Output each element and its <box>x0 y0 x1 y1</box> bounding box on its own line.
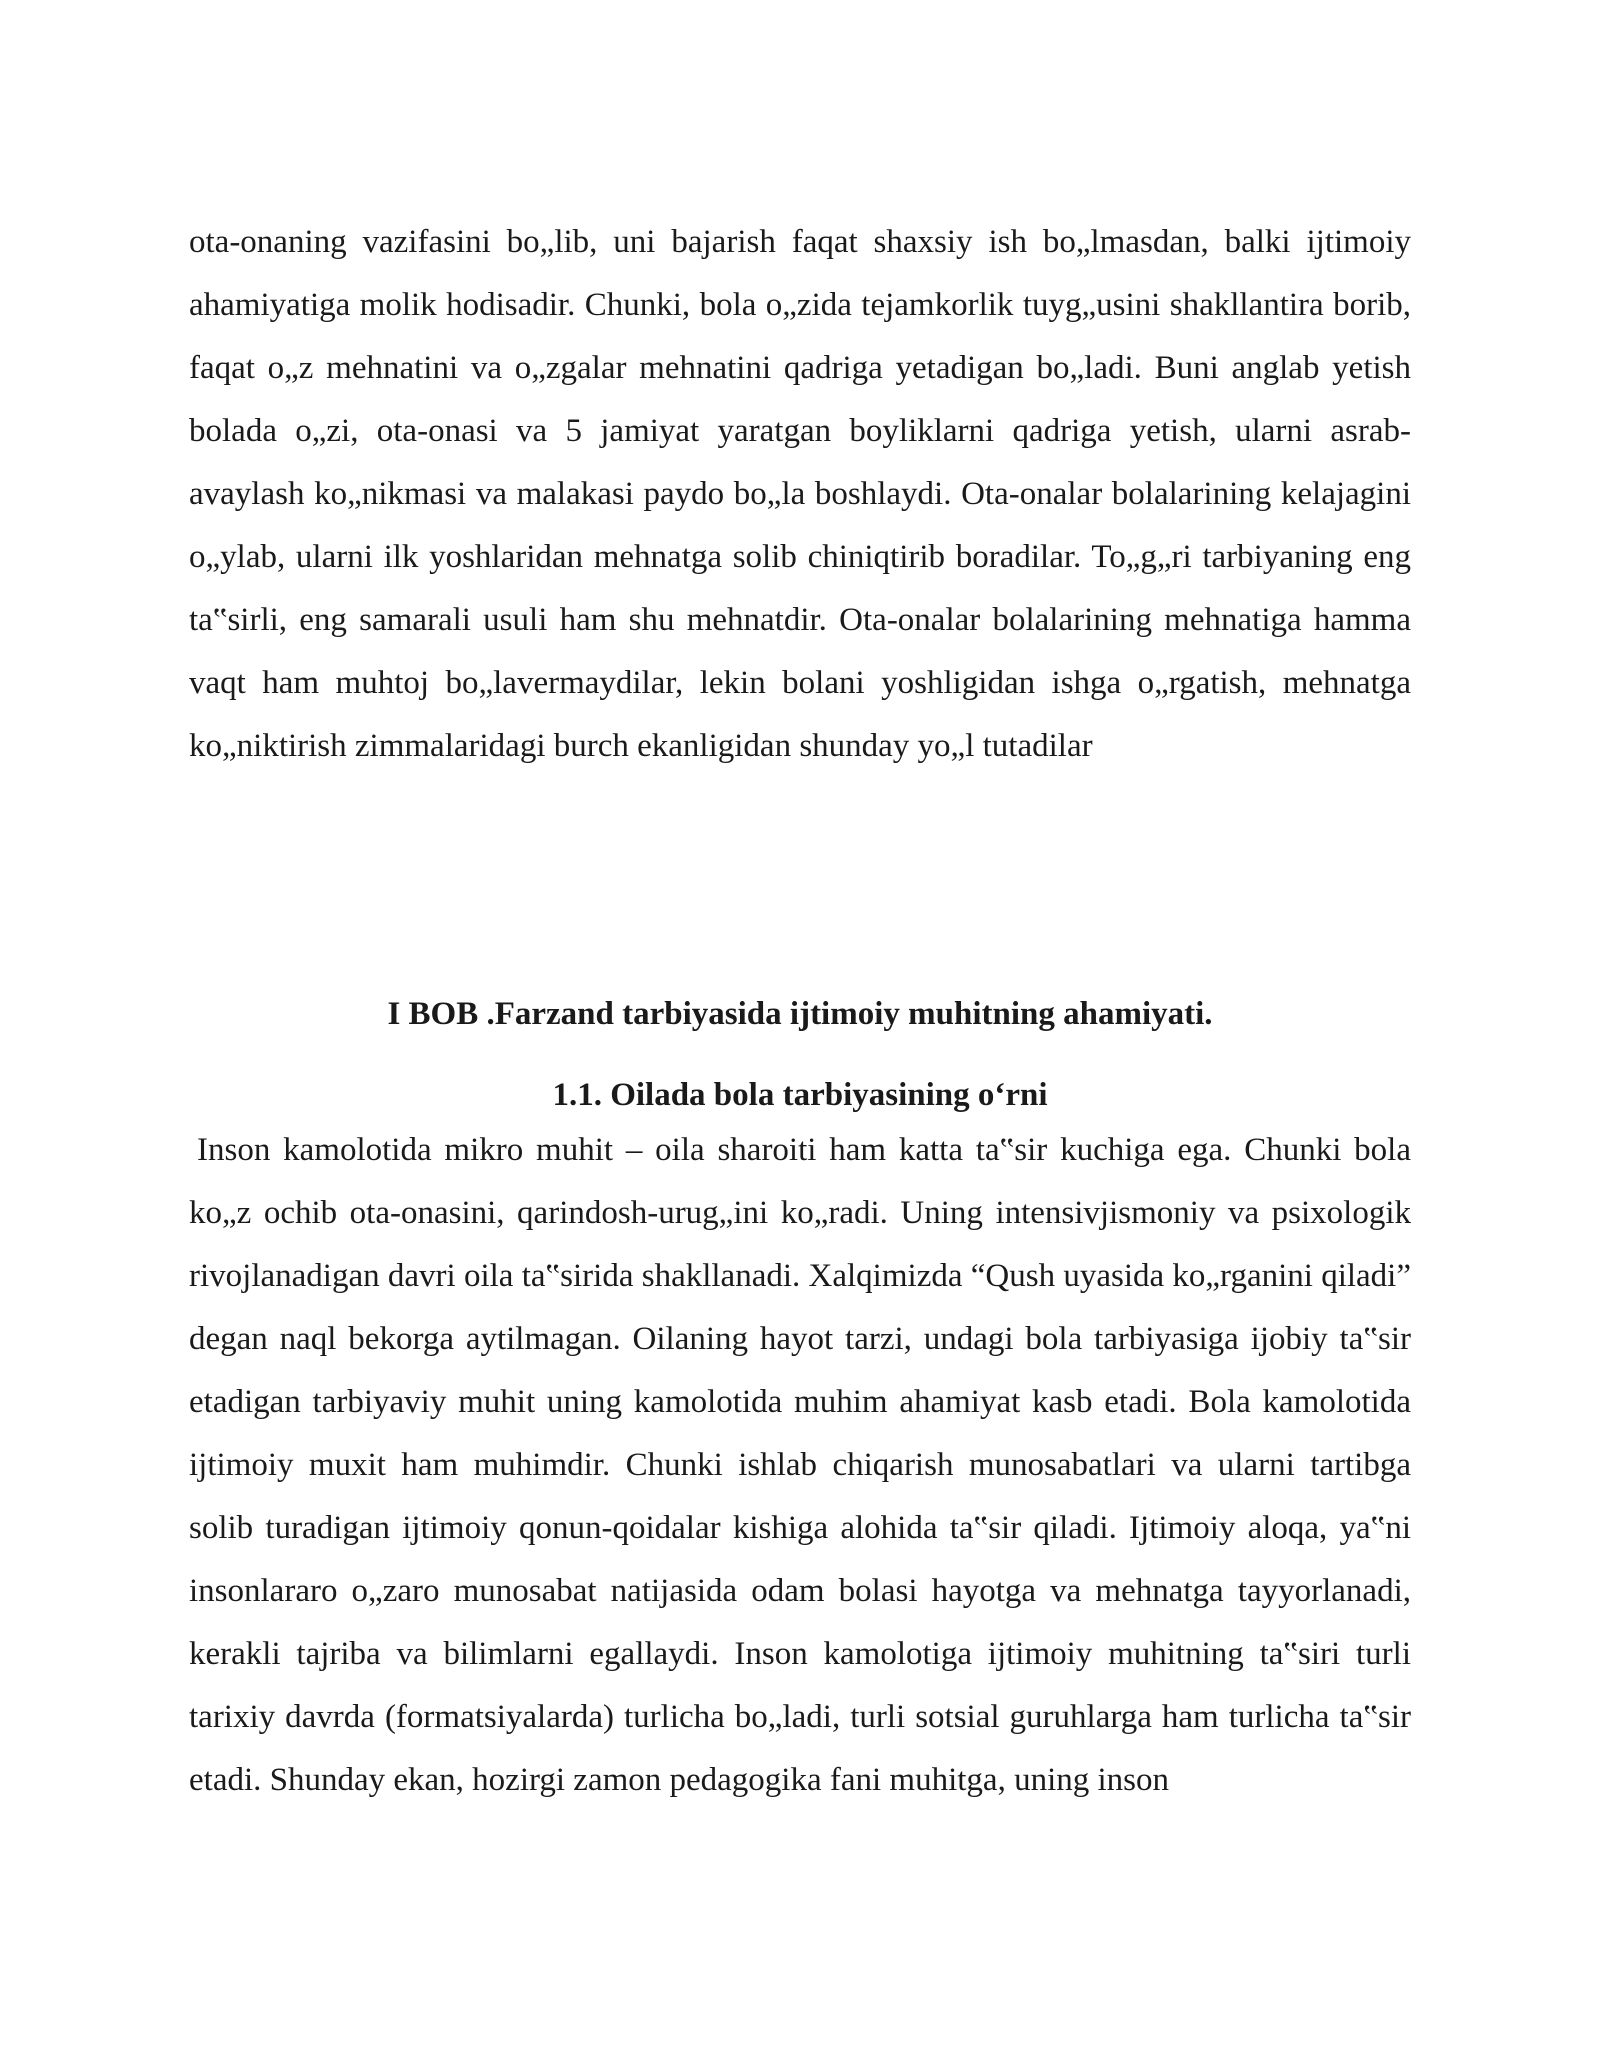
body-paragraph-top: ota-onaning vazifasini bo„lib, uni bajarish faqat shaxsiy ish bo„lmasdan, balki ijtimoiy ahamiyatiga molik hodisadir. Chunki, bola o„zida tejamkorlik tuyg„usini shakllantira borib, faqat o„z mehnatini va o„zgalar mehnatini qadriga yetadigan bo„ladi. Buni anglab yetish bolada o„zi, ota-onasi va 5 jamiyat yaratgan boyliklarni qadriga yetish, ularni asrab-avaylash ko„nikmasi va malakasi paydo bo„la boshlaydi. Ota-onalar bolalarining kelajagini o„ylab, ularni ilk yoshlaridan mehnatga solib chiniqtirib boradilar. To„g„ri tarbiyaning eng ta‟sirli, eng samarali usuli ham shu mehnatdir. Ota-onalar bolalarining mehnatiga hamma vaqt ham muhtoj bo„lavermaydilar, lekin bolani yoshligidan ishga o„rgatish, mehnatga ko„niktirish zimmalaridagi burch ekanligidan shunday yo„l tutadilar <box>189 224 1411 764</box>
chapter-heading: I BOB .Farzand tarbiyasida ijtimoiy muhitning ahamiyati. <box>387 996 1213 1033</box>
body-paragraph-bottom: Inson kamolotida mikro muhit – oila sharoiti ham katta ta‟sir kuchiga ega. Chunki bola ko„z ochib ota-onasini, qarindosh-urug„ini ko„radi. Uning intensivjismoniy va psixologik rivojlanadigan davri oila ta‟sirida shakllanadi. Xalqimizda “Qush uyasida ko„rganini qiladi” degan naql bekorga aytilmagan. Oilaning hayot tarzi, undagi bola tarbiyasiga ijobiy ta‟sir etadigan tarbiyaviy muhit uning kamolotida muhim ahamiyat kasb etadi. Bola kamolotida ijtimoiy muxit ham muhimdir. Chunki ishlab chiqarish munosabatlari va ularni tartibga solib turadigan ijtimoiy qonun-qoidalar kishiga alohida ta‟sir qiladi. Ijtimoiy aloqa, ya‟ni insonlararo o„zaro munosabat natijasida odam bolasi hayotga va mehnatga tayyorlanadi, kerakli tajriba va bilimlarni egallaydi. Inson kamolotiga ijtimoiy muhitning ta‟siri turli tarixiy davrda (formatsiyalarda) turlicha bo„ladi, turli sotsial guruhlarga ham turlicha ta‟sir etadi. Shunday ekan, hozirgi zamon pedagogika fani muhitga, uning inson <box>189 1132 1411 1798</box>
section-heading: 1.1. Oilada bola tarbiyasining o‘rni <box>552 1077 1048 1114</box>
